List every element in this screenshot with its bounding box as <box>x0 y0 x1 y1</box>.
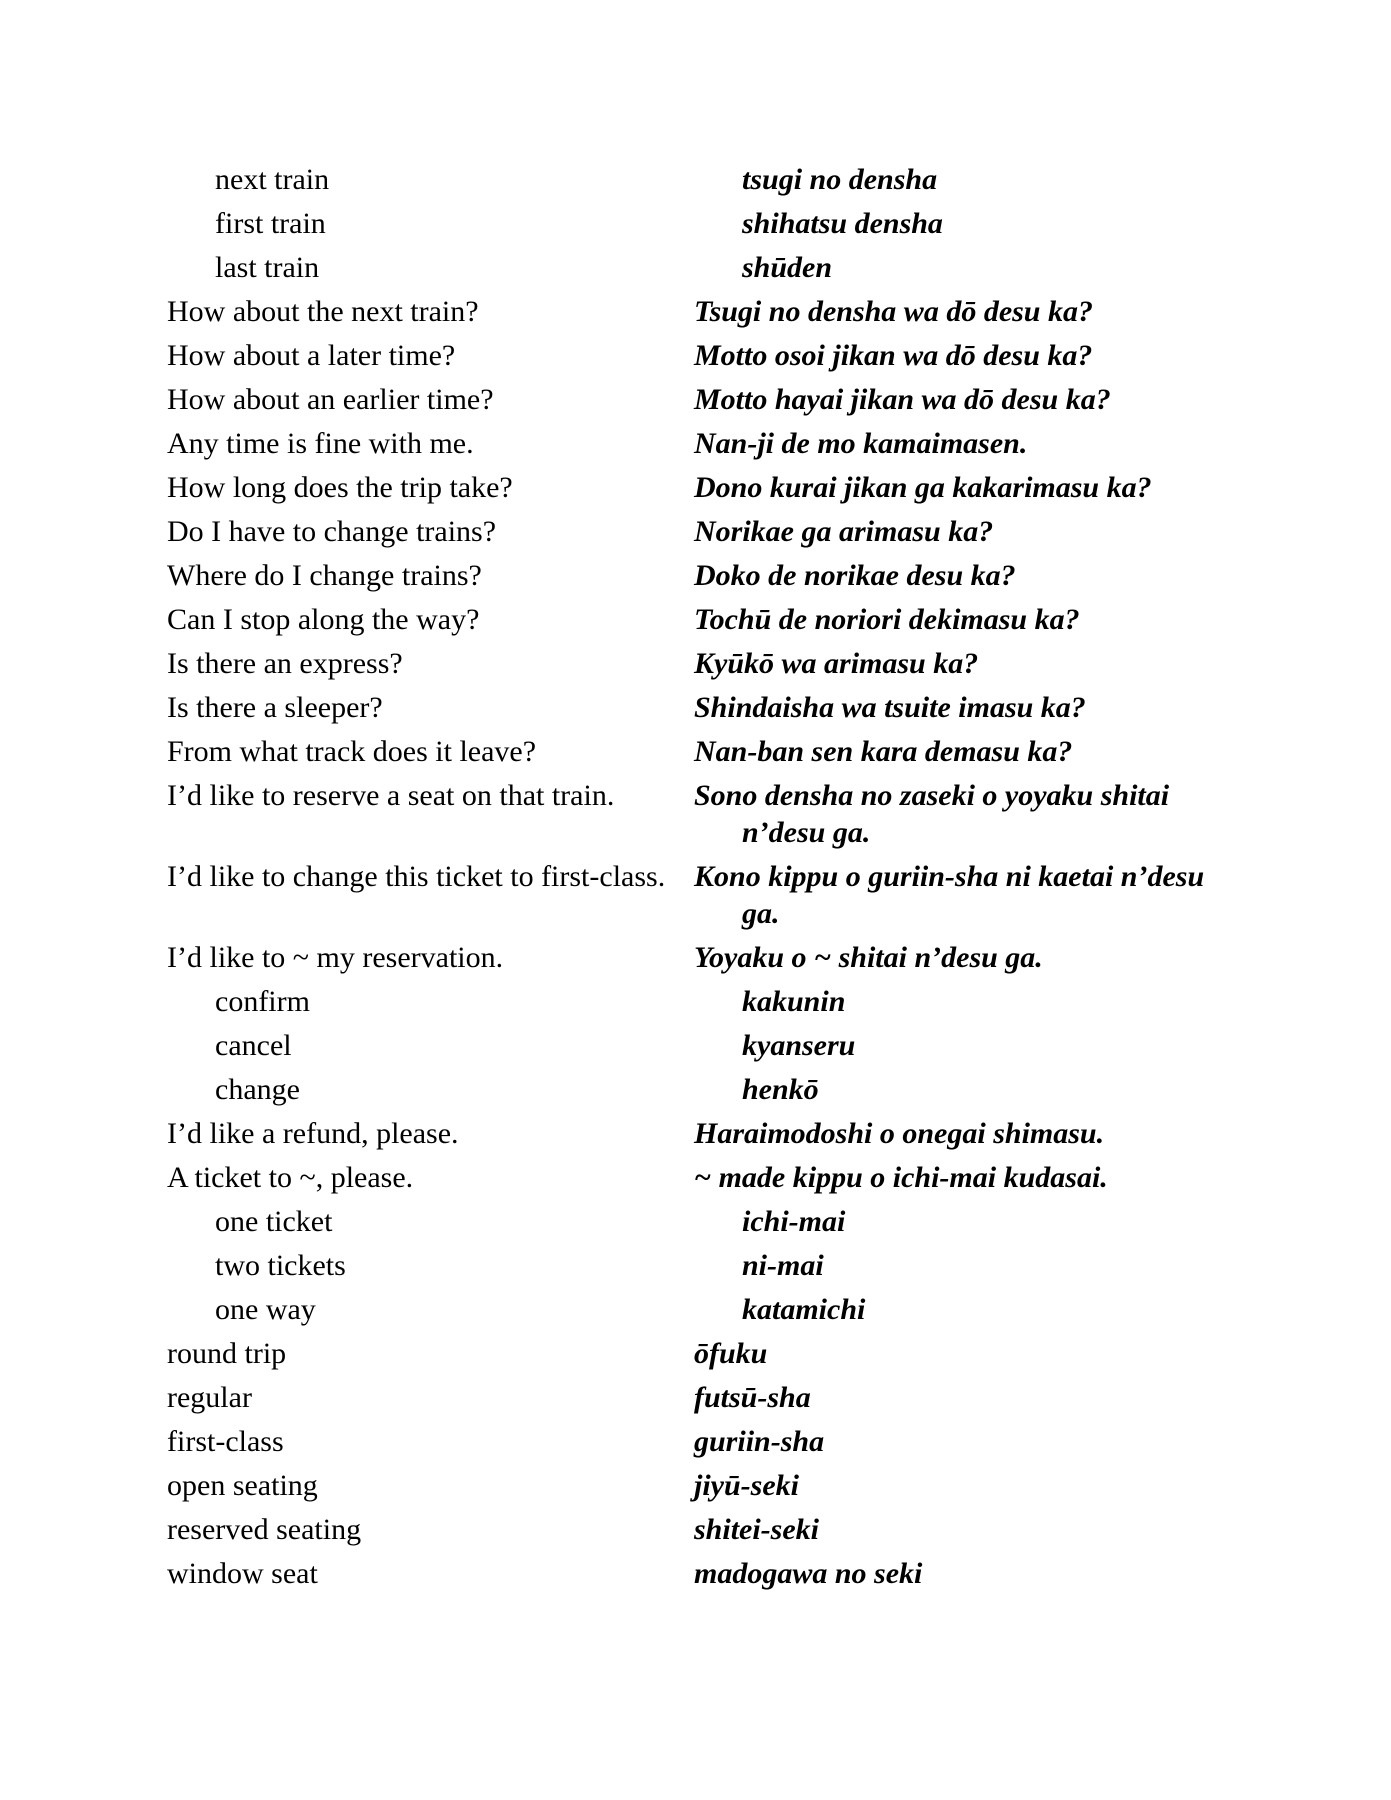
japanese-phrase: Haraimodoshi o onegai shimasu. <box>694 1117 1105 1150</box>
phrase-row <box>167 777 1247 851</box>
phrase-row <box>167 1511 1247 1548</box>
english-phrase: next train <box>215 163 330 196</box>
japanese-phrase: Norikae ga arimasu ka? <box>694 515 994 548</box>
japanese-phrase: jiyū-seki <box>694 1469 799 1502</box>
japanese-phrase: Shindaisha wa tsuite imasu ka? <box>694 691 1086 724</box>
english-phrase: round trip <box>167 1337 287 1370</box>
english-phrase: one ticket <box>215 1205 333 1238</box>
english-phrase: two tickets <box>215 1249 346 1282</box>
phrase-row <box>167 601 1247 638</box>
phrase-row <box>167 469 1247 506</box>
japanese-phrase: guriin-sha <box>694 1425 825 1458</box>
english-phrase: first-class <box>167 1425 284 1458</box>
phrase-row <box>167 733 1247 770</box>
phrase-list <box>167 161 1247 1599</box>
phrase-row <box>167 1335 1247 1372</box>
japanese-phrase: Yoyaku o ~ shitai n’desu ga. <box>694 941 1043 974</box>
japanese-phrase: kyanseru <box>742 1029 856 1062</box>
phrase-row <box>167 249 1247 286</box>
phrase-row <box>167 1555 1247 1592</box>
english-phrase: How about the next train? <box>167 295 479 328</box>
english-phrase: open seating <box>167 1469 318 1502</box>
japanese-phrase: Motto osoi jikan wa dō desu ka? <box>694 339 1093 372</box>
japanese-phrase: Kono kippu o guriin-sha ni kaetai n’desu ga. <box>694 860 1205 930</box>
english-phrase: From what track does it leave? <box>167 735 537 768</box>
japanese-phrase: ōfuku <box>694 1337 768 1370</box>
japanese-phrase: shūden <box>742 251 833 284</box>
phrase-row <box>167 161 1247 198</box>
japanese-phrase: Doko de norikae desu ka? <box>694 559 1016 592</box>
phrase-row <box>167 381 1247 418</box>
japanese-phrase: futsū-sha <box>694 1381 811 1414</box>
japanese-phrase: Tochū de noriori dekimasu ka? <box>694 603 1080 636</box>
japanese-phrase: Kyūkō wa arimasu ka? <box>694 647 979 680</box>
english-phrase: Can I stop along the way? <box>167 603 480 636</box>
japanese-phrase: shitei-seki <box>694 1513 819 1546</box>
english-phrase: Is there an express? <box>167 647 403 680</box>
japanese-phrase: ni-mai <box>742 1249 824 1282</box>
phrase-row <box>167 1203 1247 1240</box>
english-phrase: I’d like to change this ticket to first-class. <box>167 860 666 893</box>
phrase-row <box>167 1423 1247 1460</box>
english-phrase: A ticket to ~, please. <box>167 1161 414 1194</box>
english-phrase: regular <box>167 1381 252 1414</box>
english-phrase: last train <box>215 251 320 284</box>
phrase-row <box>167 1291 1247 1328</box>
english-phrase: confirm <box>215 985 310 1018</box>
japanese-phrase: tsugi no densha <box>742 163 938 196</box>
phrase-row <box>167 557 1247 594</box>
japanese-phrase: madogawa no seki <box>694 1557 923 1590</box>
japanese-phrase: Nan-ban sen kara demasu ka? <box>694 735 1073 768</box>
phrase-row <box>167 1071 1247 1108</box>
japanese-phrase: ~ made kippu o ichi-mai kudasai. <box>694 1161 1108 1194</box>
english-phrase: window seat <box>167 1557 318 1590</box>
japanese-phrase: Nan-ji de mo kamaimasen. <box>694 427 1028 460</box>
japanese-phrase: shihatsu densha <box>742 207 943 240</box>
english-phrase: Do I have to change trains? <box>167 515 497 548</box>
japanese-phrase: ichi-mai <box>742 1205 846 1238</box>
english-phrase: Any time is fine with me. <box>167 427 474 460</box>
japanese-phrase: Tsugi no densha wa dō desu ka? <box>694 295 1093 328</box>
english-phrase: I’d like to reserve a seat on that train. <box>167 779 615 812</box>
phrase-row <box>167 939 1247 976</box>
phrase-row <box>167 983 1247 1020</box>
japanese-phrase: henkō <box>742 1073 819 1106</box>
english-phrase: reserved seating <box>167 1513 362 1546</box>
phrase-row <box>167 689 1247 726</box>
english-phrase: I’d like a refund, please. <box>167 1117 459 1150</box>
english-phrase: one way <box>215 1293 316 1326</box>
japanese-phrase: Dono kurai jikan ga kakarimasu ka? <box>694 471 1152 504</box>
japanese-phrase: Motto hayai jikan wa dō desu ka? <box>694 383 1111 416</box>
english-phrase: How about an earlier time? <box>167 383 494 416</box>
english-phrase: first train <box>215 207 326 240</box>
phrase-row <box>167 205 1247 242</box>
japanese-phrase: Sono densha no zaseki o yoyaku shitai n’desu ga. <box>694 779 1170 849</box>
english-phrase: Where do I change trains? <box>167 559 482 592</box>
english-phrase: change <box>215 1073 300 1106</box>
phrase-row <box>167 337 1247 374</box>
english-phrase: How long does the trip take? <box>167 471 513 504</box>
phrase-row <box>167 1379 1247 1416</box>
phrase-row <box>167 1027 1247 1064</box>
phrase-row <box>167 1115 1247 1152</box>
phrase-row <box>167 425 1247 462</box>
japanese-phrase: katamichi <box>742 1293 866 1326</box>
phrase-row <box>167 1467 1247 1504</box>
english-phrase: cancel <box>215 1029 292 1062</box>
phrase-row <box>167 513 1247 550</box>
english-phrase: Is there a sleeper? <box>167 691 383 724</box>
phrase-row <box>167 1247 1247 1284</box>
phrase-row <box>167 293 1247 330</box>
phrase-row <box>167 645 1247 682</box>
english-phrase: I’d like to ~ my reservation. <box>167 941 504 974</box>
japanese-phrase: kakunin <box>742 985 846 1018</box>
english-phrase: How about a later time? <box>167 339 456 372</box>
phrase-row <box>167 858 1247 932</box>
phrase-row <box>167 1159 1247 1196</box>
